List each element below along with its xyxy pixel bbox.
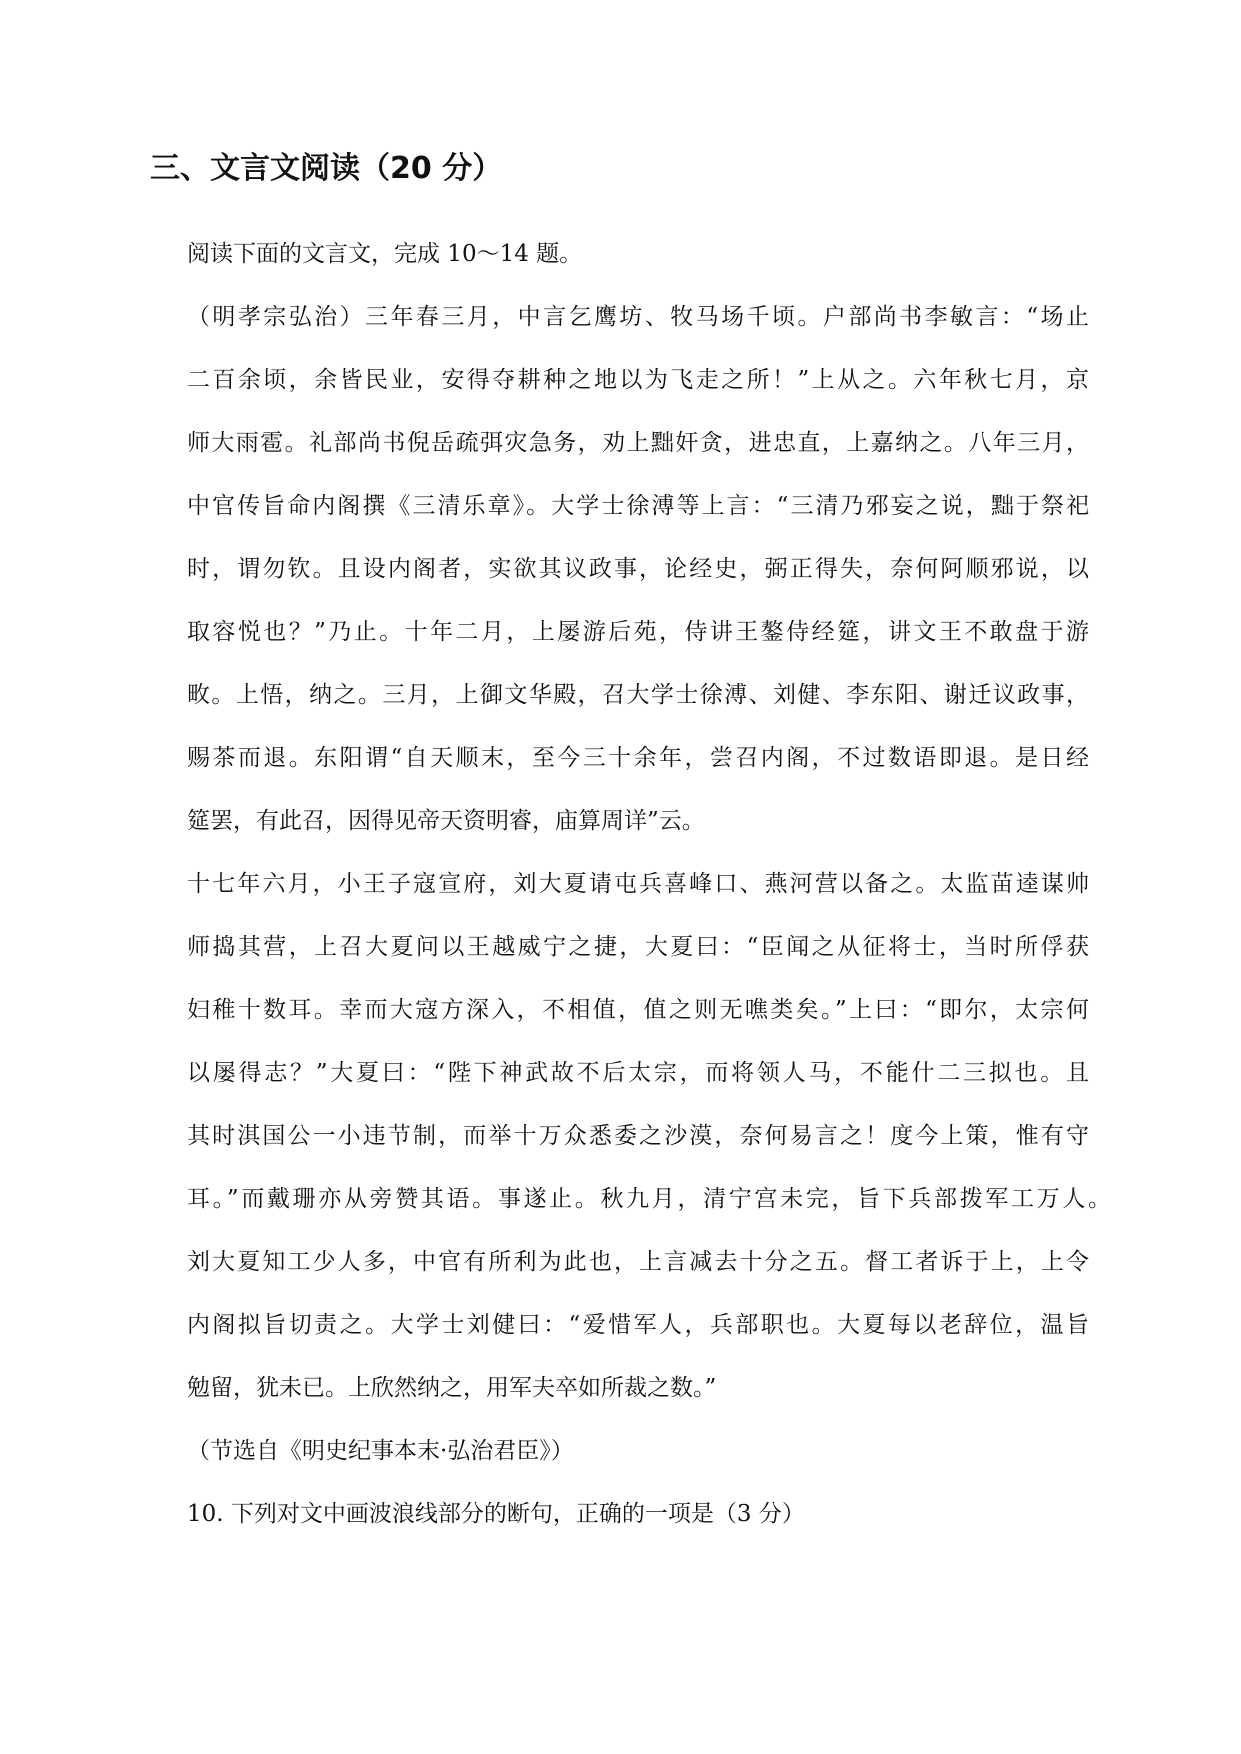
passage-line: 筵罢，有此召，因得见帝天资明睿，庙算周详”云。 bbox=[187, 808, 705, 834]
passage-line: 师捣其营，上召大夏问以王越威宁之捷，大夏曰：“臣闻之从征将士，当时所俘获 bbox=[187, 934, 1089, 960]
passage-line: 内阁拟旨切责之。大学士刘健曰：“爱惜军人，兵部职也。大夏每以老辞位，温旨 bbox=[187, 1312, 1089, 1338]
passage-line: 二百余顷，余皆民业，安得夺耕种之地以为飞走之所！”上从之。六年秋七月，京 bbox=[187, 367, 1089, 393]
passage-line: 时，谓勿钦。且设内阁者，实欲其议政事，论经史，弼正得失，奈何阿顺邪说，以 bbox=[187, 556, 1089, 582]
passage-line: 妇稚十数耳。幸而大寇方深入，不相值，值之则无噍类矣。”上曰：“即尔，太宗何 bbox=[187, 997, 1089, 1023]
instruction-text: 阅读下面的文言文，完成 10～14 题。 bbox=[187, 241, 583, 267]
passage-line: 赐茶而退。东阳谓“自天顺末，至今三十余年，尝召内阁，不过数语即退。是日经 bbox=[187, 745, 1089, 771]
passage-line: （明孝宗弘治）三年春三月，中言乞鹰坊、牧马场千顷。户部尚书李敏言：“场止 bbox=[187, 304, 1089, 330]
passage-line: 其时淇国公一小违节制，而举十万众悉委之沙漠，奈何易言之！度今上策，惟有守 bbox=[187, 1123, 1089, 1149]
question-text: 10. 下列对文中画波浪线部分的断句，正确的一项是（3 分） bbox=[187, 1501, 805, 1527]
passage-line: 畋。上悟，纳之。三月，上御文华殿，召大学士徐溥、刘健、李东阳、谢迁议政事， bbox=[187, 682, 1089, 708]
passage-line: 师大雨雹。礼部尚书倪岳疏弭灾急务，劝上黜奸贪，进忠直，上嘉纳之。八年三月， bbox=[187, 430, 1089, 456]
passage-line: 以屡得志？”大夏曰：“陛下神武故不后太宗，而将领人马，不能什二三拟也。且 bbox=[187, 1060, 1089, 1086]
passage-line: 中官传旨命内阁撰《三清乐章》。大学士徐溥等上言：“三清乃邪妄之说，黜于祭祀 bbox=[187, 493, 1089, 519]
source-citation: （节选自《明史纪事本末·弘治君臣》） bbox=[187, 1438, 574, 1464]
passage-line: 耳。”而戴珊亦从旁赞其语。事遂止。秋九月，清宁宫未完，旨下兵部拨军工万人。 bbox=[187, 1186, 1111, 1212]
passage-line: 刘大夏知工少人多，中官有所利为此也，上言减去十分之五。督工者诉于上，上令 bbox=[187, 1249, 1089, 1275]
passage-line: 十七年六月，小王子寇宣府，刘大夏请屯兵喜峰口、燕河营以备之。太监苗逵谋帅 bbox=[187, 871, 1089, 897]
passage-line: 勉留，犹未已。上欣然纳之，用军夫卒如所裁之数。” bbox=[187, 1375, 717, 1401]
passage-line: 取容悦也？”乃止。十年二月，上屡游后苑，侍讲王鏊侍经筵，讲文王不敢盘于游 bbox=[187, 619, 1089, 645]
section-heading: 三、文言文阅读（20 分） bbox=[150, 151, 503, 186]
